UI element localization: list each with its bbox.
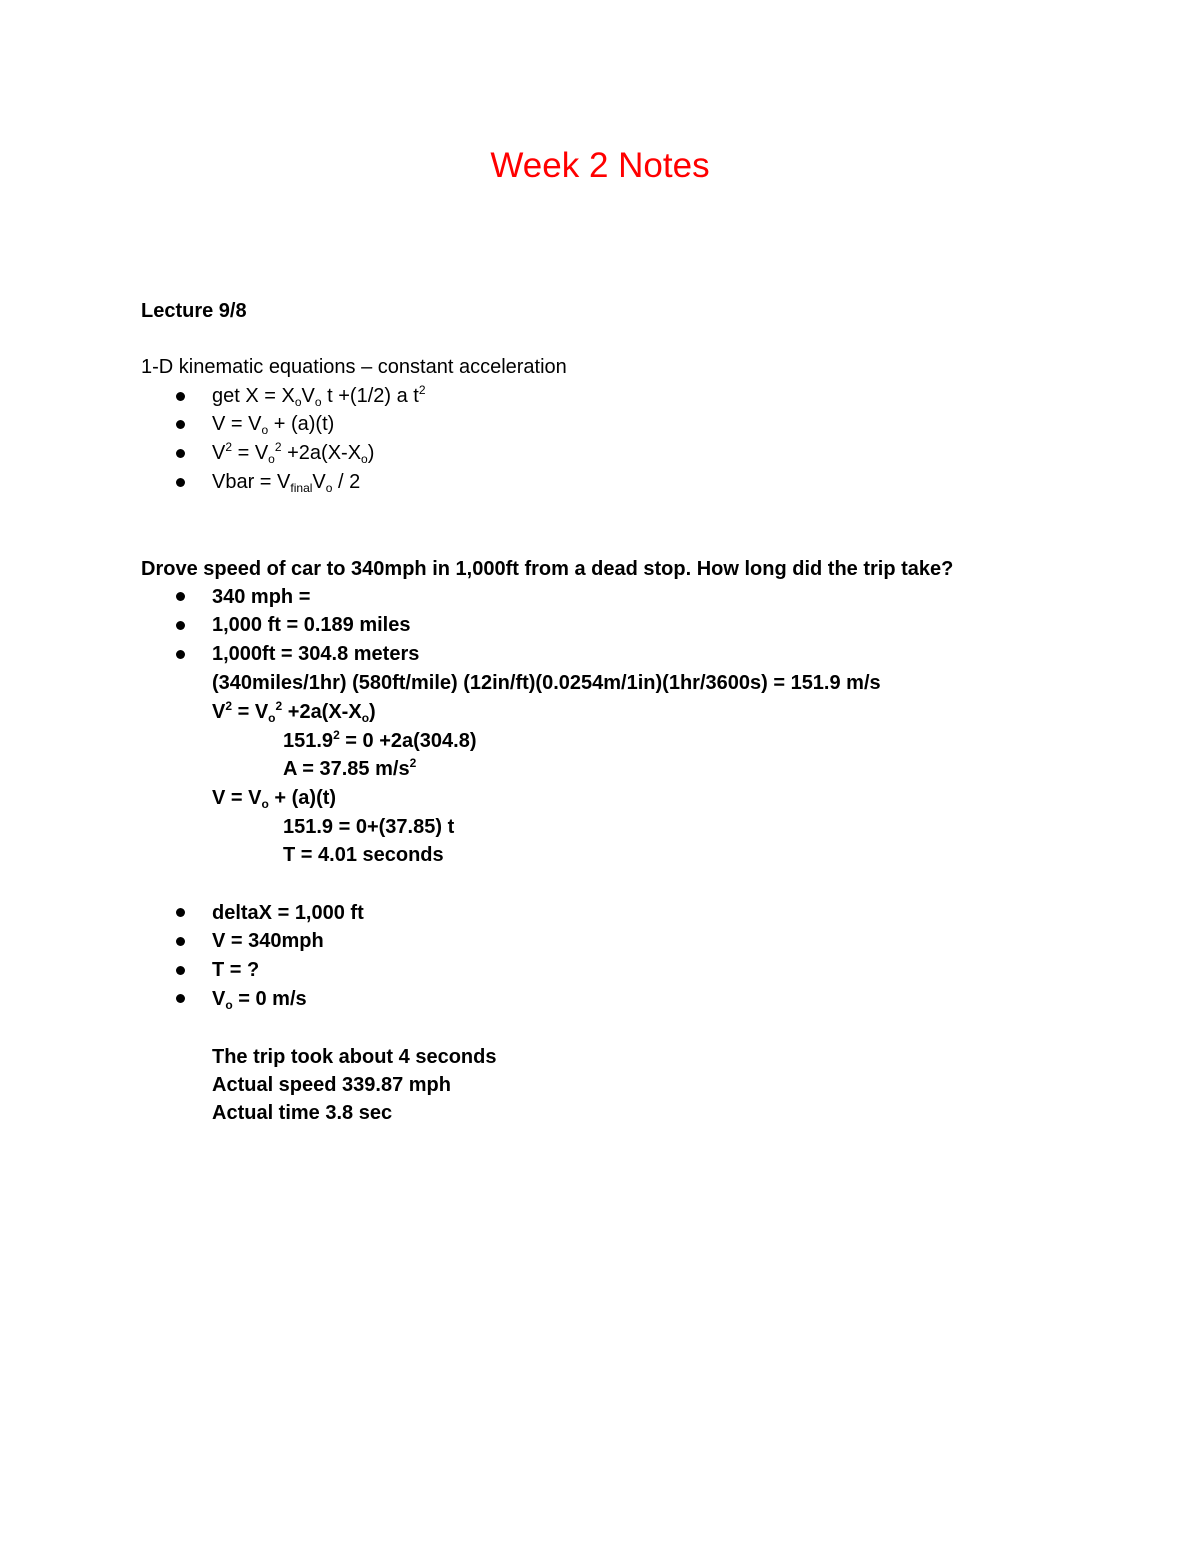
bullet-icon — [176, 966, 185, 975]
problem-bullet: 1,000ft = 304.8 meters — [212, 643, 420, 665]
work-equation-velocity-squared: $V^2 = V_o^2 +2a(X-X_o)$ — [212, 699, 376, 725]
equation-average-velocity: Vbar = $V_{final}V_o / 2$ — [212, 471, 361, 495]
bullet-icon — [176, 449, 185, 458]
equation-velocity-squared: $V^2 = V_o^2 +2a(X-X_o)$ — [212, 440, 375, 466]
work-acceleration-result: A = 37.85 $m/s^2$ — [283, 756, 417, 780]
kinematics-heading: 1-D kinematic equations – constant acceleration — [141, 356, 567, 378]
bullet-icon — [176, 592, 185, 601]
equation-velocity: $V = V_o + (a)(t)$ — [212, 413, 335, 437]
problem-bullet: 1,000 ft = 0.189 miles — [212, 614, 411, 636]
given-item: $V_o = 0$ m/s — [212, 988, 307, 1012]
given-item: deltaX = 1,000 ft — [212, 902, 364, 924]
bullet-icon — [176, 650, 185, 659]
work-time-result: T = 4.01 seconds — [283, 844, 444, 866]
bullet-icon — [176, 937, 185, 946]
given-item: T = ? — [212, 959, 260, 981]
conclusion-line: The trip took about 4 seconds — [212, 1046, 497, 1068]
bullet-icon — [176, 478, 185, 487]
work-substitution: $151.9^2 = 0 +2a(304.8)$ — [283, 728, 477, 752]
conclusion-line: Actual speed 339.87 mph — [212, 1074, 451, 1096]
bullet-icon — [176, 994, 185, 1003]
unit-conversion: (340miles/1hr) (580ft/mile) (12in/ft)(0.0254m/1in)(1hr/3600s) = 151.9 m/s — [212, 672, 881, 694]
equation-position: get $X = X_oV_o$ t +(1/2) a $t^2$ — [212, 383, 426, 409]
work-equation-velocity: $V = V_o + (a)(t)$ — [212, 787, 337, 811]
given-item: V = 340mph — [212, 930, 324, 952]
lecture-heading: Lecture 9/8 — [141, 300, 247, 322]
work-time-substitution: 151.9 = 0+(37.85) t — [283, 816, 455, 838]
bullet-icon — [176, 621, 185, 630]
problem-question: Drove speed of car to 340mph in 1,000ft from a dead stop. How long did the trip take? — [141, 558, 954, 580]
problem-bullet: 340 mph = — [212, 586, 311, 608]
page-title: Week 2 Notes — [490, 146, 710, 185]
bullet-icon — [176, 908, 185, 917]
bullet-icon — [176, 392, 185, 401]
bullet-icon — [176, 420, 185, 429]
conclusion-line: Actual time 3.8 sec — [212, 1102, 393, 1124]
